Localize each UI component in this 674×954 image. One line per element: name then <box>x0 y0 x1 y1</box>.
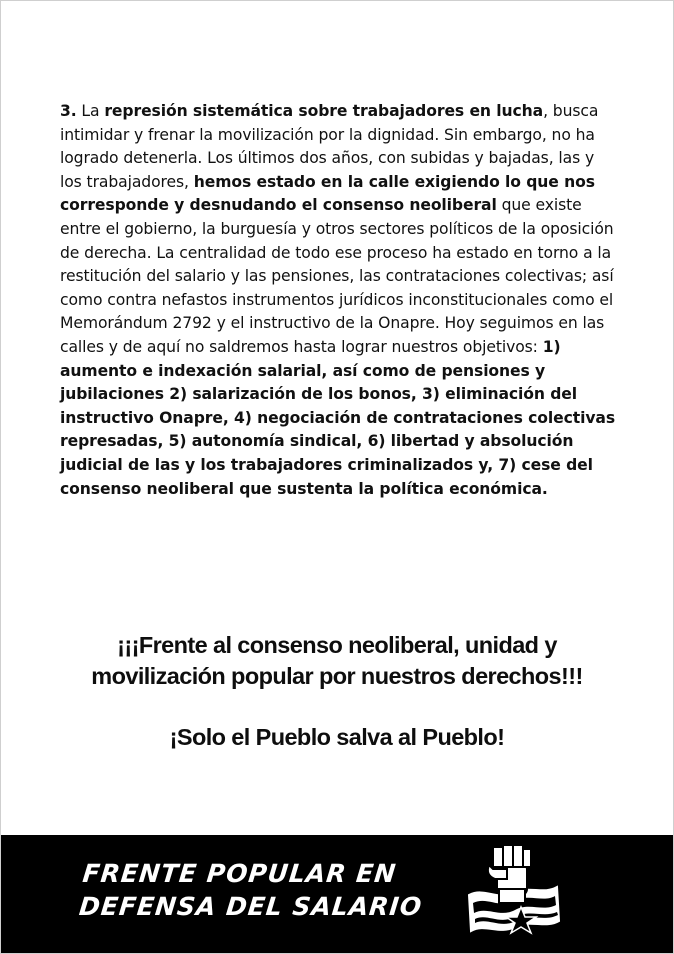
org-name-line-1: FRENTE POPULAR EN <box>81 859 398 888</box>
point-number: 3. <box>60 102 77 120</box>
footer-banner <box>1 835 673 953</box>
slogan-line-1: ¡¡¡Frente al consenso neoliberal, unidad y <box>117 632 557 658</box>
slogans <box>0 630 674 753</box>
segment-2: , busca intimidar y frenar la movilización por la dignidad. Sin embargo, no ha logrado detenerla. Los últimos dos años, con subidas y bajadas, las y los trabajadores, <box>60 102 599 191</box>
slogan-line-3: ¡Solo el Pueblo salva al Pueblo! <box>169 724 505 750</box>
segment-5: 1) aumento e indexación salarial, así como de pensiones y jubilaciones 2) salarización de los bonos, 3) eliminación del instructivo Onapre, 4) negociación de contrataciones colectivas represadas, 5) autonomía sindical, 6) libertad y absolución judicial de las y los trabajadores criminalizados y, 7) cese del consenso neoliberal que sustenta la política económica. <box>60 337 616 498</box>
organization-name <box>78 857 465 923</box>
segment-3: hemos estado en la calle exigiendo lo que nos corresponde y desnudando el consenso neoliberal <box>60 172 595 215</box>
segment-1: represión sistemática sobre trabajadores en lucha <box>104 102 544 120</box>
org-name-line-2: DEFENSA DEL SALARIO <box>77 892 424 921</box>
slogan-line-2: movilización popular por nuestros derechos!!! <box>91 663 583 689</box>
raised-fist-flag-icon <box>463 841 563 949</box>
point-3-paragraph <box>60 100 616 501</box>
segment-4: que existe entre el gobierno, la burguesía y otros sectores políticos de la oposición de derecha. La centralidad de todo ese proceso ha estado en torno a la restitución del salario y las pensiones, las contrataciones colectivas; así como contra nefastos instrumentos jurídicos inconstitucionales como el Memorándum 2792 y el instructivo de la Onapre. Hoy seguimos en las calles y de aquí no saldremos hasta lograr nuestros objetivos: <box>60 196 614 356</box>
segment-0: La <box>76 102 105 120</box>
